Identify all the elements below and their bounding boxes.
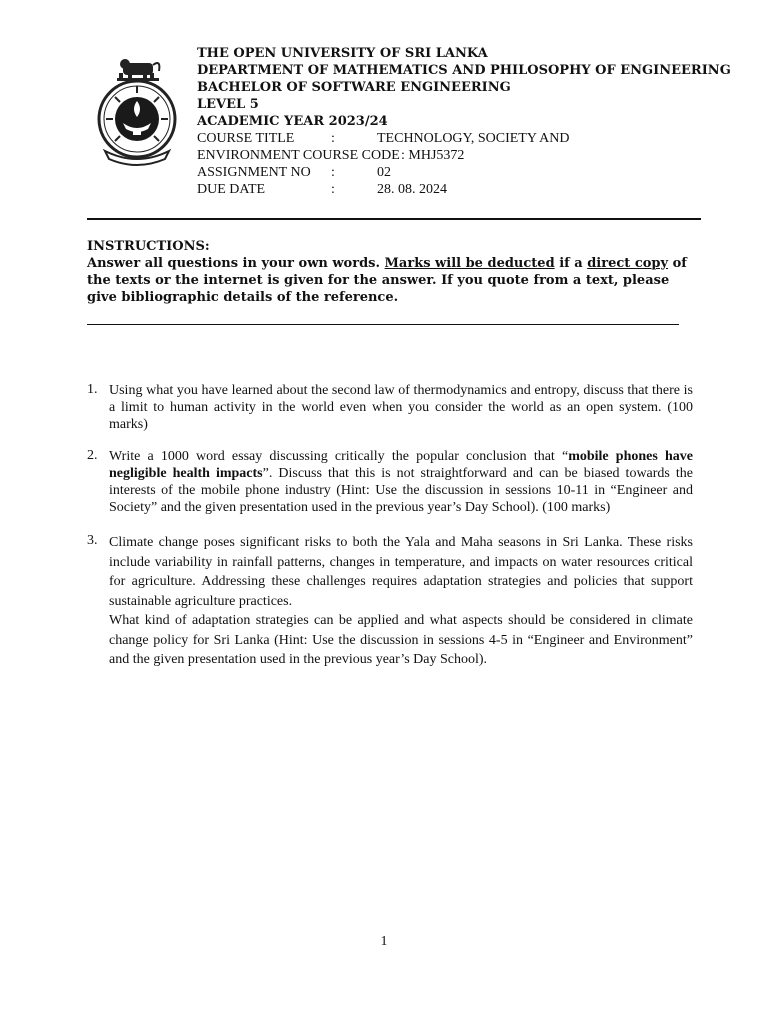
assignment-value: 02 — [377, 165, 391, 180]
instructions-text — [87, 255, 687, 306]
due-date-colon: : — [331, 182, 335, 197]
university-name: THE OPEN UNIVERSITY OF SRI LANKA — [197, 46, 488, 61]
question-text — [109, 448, 693, 516]
due-date-label: DUE DATE — [197, 182, 266, 197]
question-1 — [87, 382, 693, 433]
due-date-row — [197, 181, 717, 198]
question-paragraph-1: Climate change poses significant risks to both the Yala and Maha seasons in Sri Lanka. These risks include variability in rainfall patterns, changes in temperature, and impacts on water resources critical for agriculture. Addressing these challenges requires adaptation strategies and policies that support sustainable agriculture practices. — [109, 535, 693, 609]
course-title-label: COURSE TITLE — [197, 131, 295, 146]
question-number: 1. — [87, 382, 98, 397]
header-divider — [87, 218, 701, 220]
question-text: Using what you have learned about the second law of thermodynamics and entropy, discuss that there is a limit to human activity in the world even when you consider the world as an open system. (100 marks) — [109, 383, 693, 432]
assignment-row — [197, 164, 717, 181]
direct-copy-emphasis: direct copy — [587, 256, 669, 271]
question-text-bold: mobile phones have negligible health impacts — [109, 449, 693, 481]
programme-name: BACHELOR OF SOFTWARE ENGINEERING — [197, 80, 511, 95]
question-2 — [87, 448, 693, 516]
department-name: DEPARTMENT OF MATHEMATICS AND PHILOSOPHY OF ENGINEERING — [197, 63, 731, 78]
course-title-continued: ENVIRONMENT COURSE CODE — [197, 148, 400, 163]
question-paragraph-2: What kind of adaptation strategies can be applied and what aspects should be considered in climate change policy for Sri Lanka (Hint: Use the discussion in sessions 4-5 in “Engineer and Environment” and the given presentation used in the previous year’s Day School). — [109, 613, 693, 667]
assignment-label: ASSIGNMENT NO — [197, 165, 311, 180]
course-code-row — [197, 147, 717, 164]
instructions-heading: INSTRUCTIONS: — [87, 239, 210, 254]
due-date-value: 28. 08. 2024 — [377, 182, 447, 197]
level: LEVEL 5 — [197, 97, 259, 112]
page-number: 1 — [380, 934, 388, 949]
document-header — [197, 45, 731, 198]
instructions-divider — [87, 324, 679, 325]
marks-deducted-emphasis: Marks will be deducted — [384, 256, 555, 271]
question-number: 2. — [87, 448, 98, 463]
course-title-value: TECHNOLOGY, SOCIETY AND — [377, 131, 570, 146]
instructions-text-part5: of the texts or the internet is given for the answer. If you quote from a text, please give bibliographic details of the reference. — [87, 256, 687, 305]
university-crest-logo — [95, 55, 180, 167]
course-title-colon: : — [331, 131, 335, 146]
instructions-block — [87, 238, 687, 306]
course-title-row — [197, 130, 717, 147]
assignment-colon: : — [331, 165, 335, 180]
academic-year: ACADEMIC YEAR 2023/24 — [197, 114, 388, 129]
instructions-text-part1: Answer all questions in your own words. — [87, 256, 385, 271]
question-text-part1: Write a 1000 word essay discussing critically the popular conclusion that “ — [109, 449, 569, 464]
instructions-text-part3: if a — [554, 256, 588, 271]
question-text-part2: ”. Discuss that this is not straightforward and can be biased towards the interests of the mobile phone industry (Hint: Use the discussion in sessions 10-11 in “Engineer and Society” and the given presentation used in the previous year’s Day School). (100 marks) — [109, 466, 694, 515]
question-3 — [87, 533, 693, 670]
course-code-value: : MHJ5372 — [401, 148, 465, 163]
question-number: 3. — [87, 533, 98, 548]
